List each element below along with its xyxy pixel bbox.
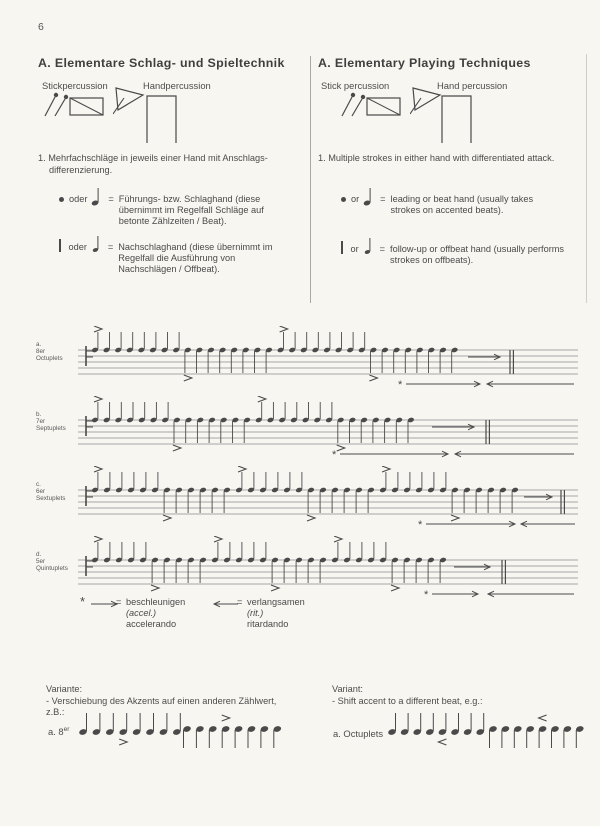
notation-system-octuplets bbox=[0, 326, 600, 401]
hand-percussion-label-de: Handpercussion bbox=[143, 80, 211, 91]
variant-line2-de: z.B.: bbox=[46, 707, 65, 717]
quarter-note-icon bbox=[91, 186, 102, 208]
svg-text:Octuplets: Octuplets bbox=[36, 355, 63, 362]
stick-percussion-label-de: Stickpercussion bbox=[42, 80, 108, 91]
small-note-icon bbox=[363, 236, 374, 258]
equals-sign: = bbox=[116, 597, 122, 607]
equals-sign: = bbox=[379, 244, 386, 254]
svg-text:Quintuplets: Quintuplets bbox=[36, 565, 68, 572]
accel-german: beschleunigen bbox=[126, 597, 186, 607]
rit-arrow-icon bbox=[212, 597, 243, 609]
variant-notation bbox=[0, 695, 600, 767]
svg-text:a.: a. bbox=[36, 341, 42, 348]
hand-drum-icon bbox=[145, 94, 179, 144]
svg-text:Sextuplets: Sextuplets bbox=[36, 495, 66, 502]
page-number: 6 bbox=[38, 21, 44, 33]
svg-text:d.: d. bbox=[36, 551, 42, 558]
column-divider bbox=[310, 56, 311, 303]
svg-text:*: * bbox=[332, 449, 337, 461]
equals-sign: = bbox=[380, 194, 386, 204]
or-word: or bbox=[351, 194, 360, 204]
triangle-icon bbox=[113, 82, 147, 116]
accel-abbr: (accel.) bbox=[126, 608, 157, 618]
svg-text:8er: 8er bbox=[36, 348, 46, 355]
symbol-row-lead-hand-de bbox=[59, 186, 307, 226]
svg-text:*: * bbox=[424, 589, 429, 601]
drumsticks-icon bbox=[42, 90, 70, 118]
equals-sign: = bbox=[237, 597, 243, 607]
offbeat-hand-text-en: follow-up or offbeat hand (usually performs strokes on offbeats). bbox=[390, 244, 565, 265]
rit-abbr: (rit.) bbox=[247, 608, 264, 618]
equals-sign: = bbox=[107, 242, 114, 252]
symbol-row-lead-hand-en bbox=[341, 186, 587, 216]
variant-title-en: Variant: bbox=[332, 684, 363, 694]
accel-italian: accelerando bbox=[126, 619, 177, 629]
notehead-dot-icon bbox=[341, 197, 346, 202]
svg-text:*: * bbox=[398, 379, 403, 391]
hand-percussion-label-en: Hand percussion bbox=[437, 80, 508, 91]
svg-text:5er: 5er bbox=[36, 558, 46, 565]
woodblock-icon bbox=[69, 96, 105, 118]
rit-italian: ritardando bbox=[247, 619, 289, 629]
symbol-row-offbeat-hand-en bbox=[341, 236, 587, 266]
stem-line-icon bbox=[59, 239, 61, 252]
paragraph-1-de-line1: 1. Mehrfachschläge in jeweils einer Hand mit Anschlags- bbox=[38, 153, 268, 163]
offbeat-hand-text-de: Nachschlaghand (diese übernimmt im Regelfall die Ausführung von Nachschlägen / Offbeat). bbox=[118, 242, 273, 274]
svg-text:6er: 6er bbox=[36, 488, 46, 495]
svg-text:c.: c. bbox=[36, 481, 41, 488]
woodblock-icon bbox=[366, 96, 402, 118]
oder-word: oder bbox=[69, 194, 88, 204]
hand-drum-icon bbox=[440, 94, 474, 144]
stem-line-icon bbox=[341, 241, 343, 254]
svg-text:*: * bbox=[418, 519, 423, 531]
lead-hand-text-en: leading or beat hand (usually takes strokes on accented beats). bbox=[390, 194, 534, 215]
variant-line1-de: - Verschiebung des Akzents auf einen anderen Zählwert, bbox=[46, 695, 277, 706]
rit-legend bbox=[247, 597, 305, 630]
lead-hand-text-de: Führungs- bzw. Schlaghand (diese übernimmt im Regelfall Schläge auf betonte Zählzeiten / Beat). bbox=[118, 194, 264, 226]
paragraph-1-de bbox=[38, 153, 316, 176]
stick-percussion-label-en: Stick percussion bbox=[321, 80, 390, 91]
equals-sign: = bbox=[108, 194, 114, 204]
right-edge-line bbox=[586, 54, 587, 303]
symbol-row-offbeat-hand-de bbox=[59, 234, 307, 274]
notation-system-septuplets bbox=[0, 396, 600, 471]
svg-text:7er: 7er bbox=[36, 418, 46, 425]
heading-english: A. Elementary Playing Techniques bbox=[318, 56, 531, 70]
rit-german: verlangsamen bbox=[247, 597, 305, 607]
variant-label-sup: er bbox=[63, 726, 70, 733]
star-glyph: * bbox=[80, 594, 86, 609]
svg-text:Septuplets: Septuplets bbox=[36, 425, 66, 432]
variant-title-de: Variante: bbox=[46, 684, 83, 694]
small-note-icon bbox=[91, 234, 102, 256]
heading-german: A. Elementare Schlag- und Spieltechnik bbox=[38, 56, 285, 70]
svg-text:b.: b. bbox=[36, 411, 42, 418]
drumsticks-icon bbox=[339, 90, 367, 118]
accel-legend bbox=[126, 597, 185, 630]
variant-example-label-en: a. Octuplets bbox=[333, 728, 384, 739]
oder-word: oder bbox=[68, 242, 87, 252]
paragraph-1-en: 1. Multiple strokes in either hand with differentiated attack. bbox=[318, 153, 555, 163]
paragraph-1-de-line2: differenzierung. bbox=[49, 164, 113, 175]
or-word: or bbox=[350, 244, 359, 254]
variant-line1-en: - Shift accent to a different beat, e.g.: bbox=[332, 695, 483, 706]
notation-system-sextuplets bbox=[0, 466, 600, 541]
notehead-dot-icon bbox=[59, 197, 64, 202]
variant-label-base: a. 8 bbox=[48, 726, 64, 738]
quarter-note-icon bbox=[363, 186, 374, 208]
